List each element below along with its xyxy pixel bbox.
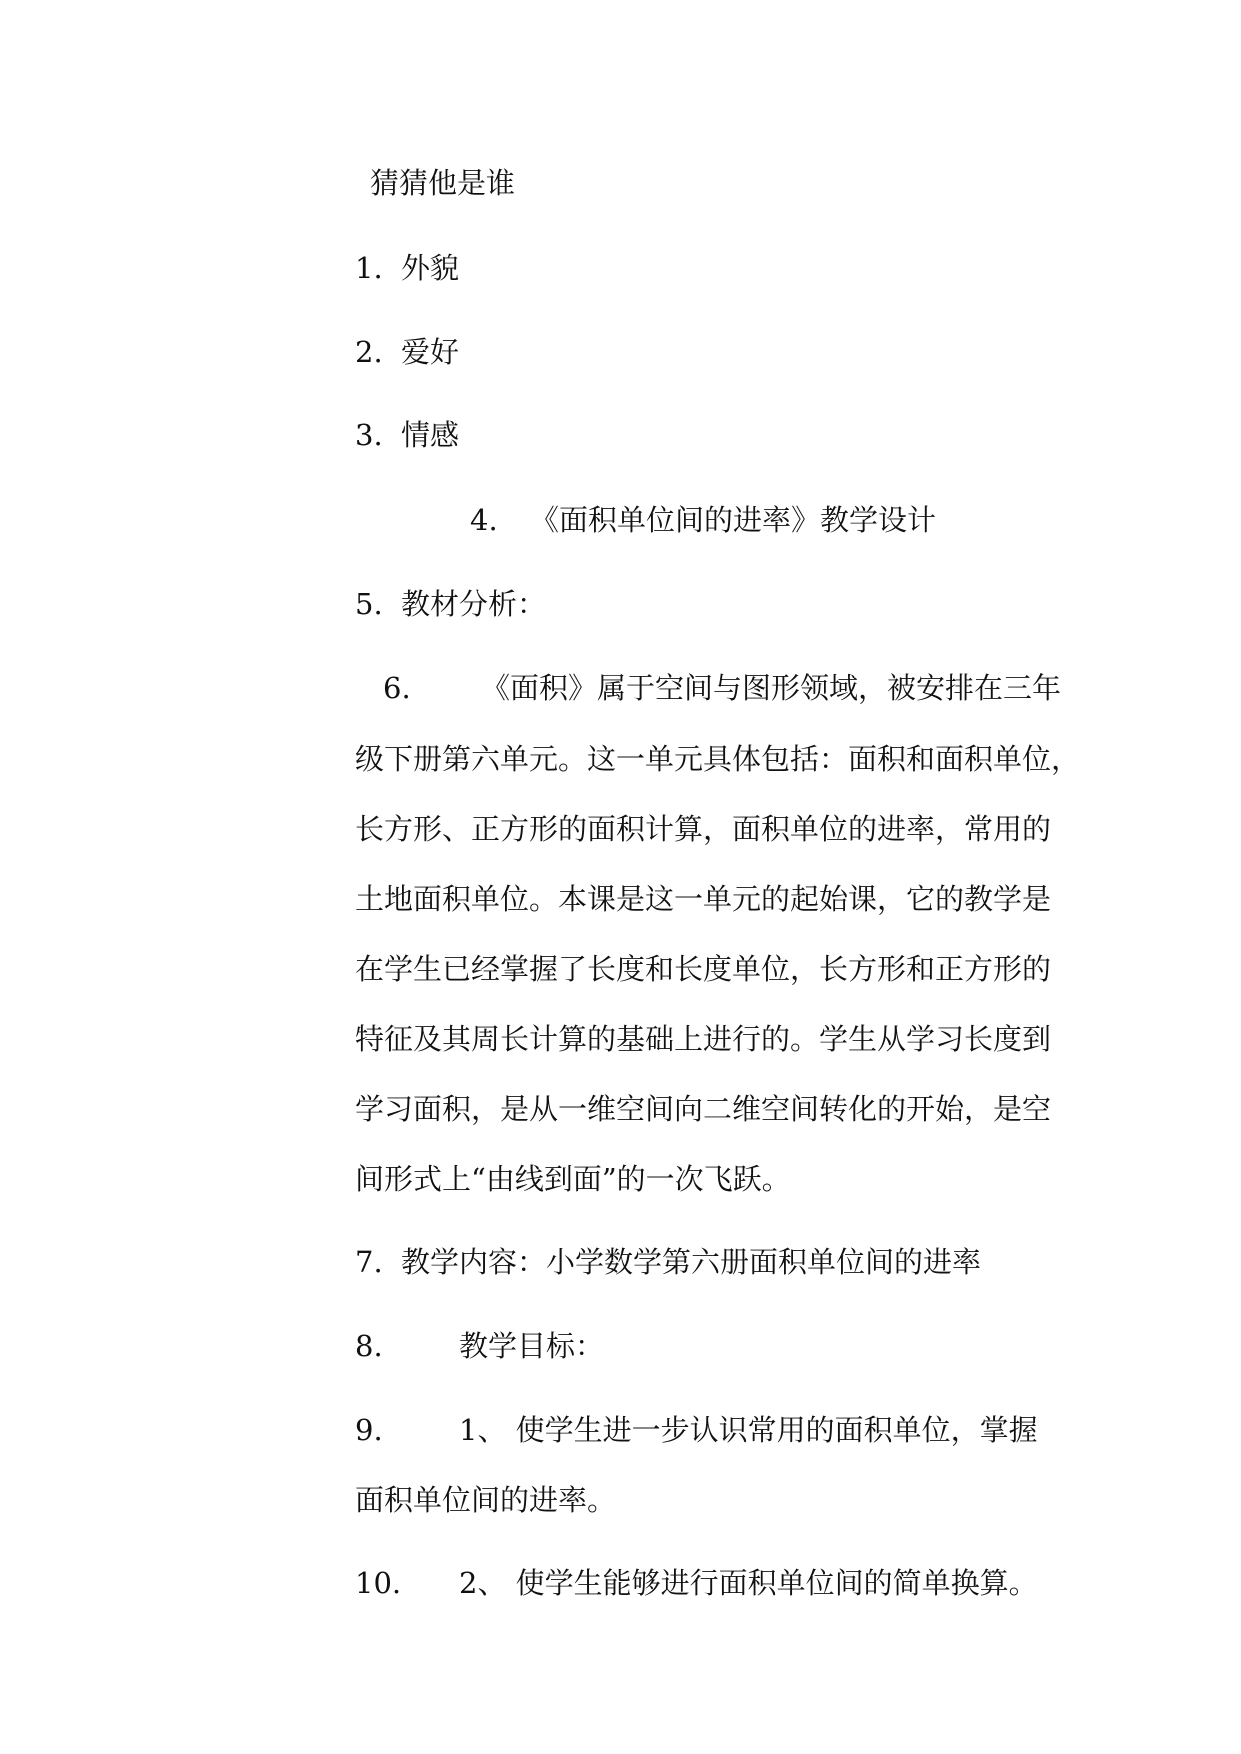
item-number: 3. — [355, 418, 383, 452]
item-text: 情感 — [401, 418, 460, 452]
paragraph-line: 面积单位间的进率。 — [355, 1483, 617, 1517]
list-item-10 — [355, 1563, 1038, 1603]
paragraph-line: 在学生已经掌握了长度和长度单位，长方形和正方形的 — [355, 952, 1052, 986]
list-item-6 — [383, 668, 1061, 708]
item-text: 外貌 — [401, 251, 460, 285]
list-item-3 — [355, 415, 459, 455]
heading: 猜猜他是谁 — [370, 166, 516, 200]
paragraph-line: 长方形、正方形的面积计算，面积单位的进率，常用的 — [355, 812, 1052, 846]
item-text: 爱好 — [401, 335, 460, 369]
paragraph-line: 间形式上“由线到面”的一次飞跃。 — [355, 1162, 791, 1196]
list-item-5 — [355, 584, 546, 624]
item-number: 7. — [355, 1245, 383, 1279]
item-text: 教学目标： — [459, 1329, 605, 1363]
item-number: 4. — [470, 503, 498, 537]
list-item-1 — [355, 248, 459, 288]
item-number: 9. — [355, 1413, 383, 1447]
paragraph-line: 土地面积单位。本课是这一单元的起始课，它的教学是 — [355, 882, 1052, 916]
list-item-8 — [355, 1326, 604, 1366]
list-item-9 — [355, 1410, 1038, 1450]
paragraph-line: 级下册第六单元。这一单元具体包括：面积和面积单位， — [355, 742, 1081, 776]
list-item-4 — [470, 500, 936, 540]
item-number: 6. — [383, 671, 411, 705]
item-text: 2、 使学生能够进行面积单位间的简单换算。 — [459, 1566, 1038, 1600]
item-number: 1. — [355, 251, 383, 285]
paragraph-line: 学习面积，是从一维空间向二维空间转化的开始，是空 — [355, 1092, 1052, 1126]
item-text: 《面积单位间的进率》教学设计 — [530, 503, 937, 537]
item-number: 8. — [355, 1329, 383, 1363]
item-text: 1、 使学生进一步认识常用的面积单位，掌握 — [459, 1413, 1038, 1447]
item-number: 2. — [355, 335, 383, 369]
item-number: 10. — [355, 1566, 402, 1600]
item-text: 教学内容：小学数学第六册面积单位间的进率 — [401, 1245, 982, 1279]
item-number: 5. — [355, 587, 383, 621]
paragraph-line: 特征及其周长计算的基础上进行的。学生从学习长度到 — [355, 1022, 1052, 1056]
list-item-7 — [355, 1242, 981, 1282]
item-text: 《面积》属于空间与图形领域，被安排在三年 — [481, 671, 1062, 705]
item-text: 教材分析： — [401, 587, 547, 621]
list-item-2 — [355, 332, 459, 372]
